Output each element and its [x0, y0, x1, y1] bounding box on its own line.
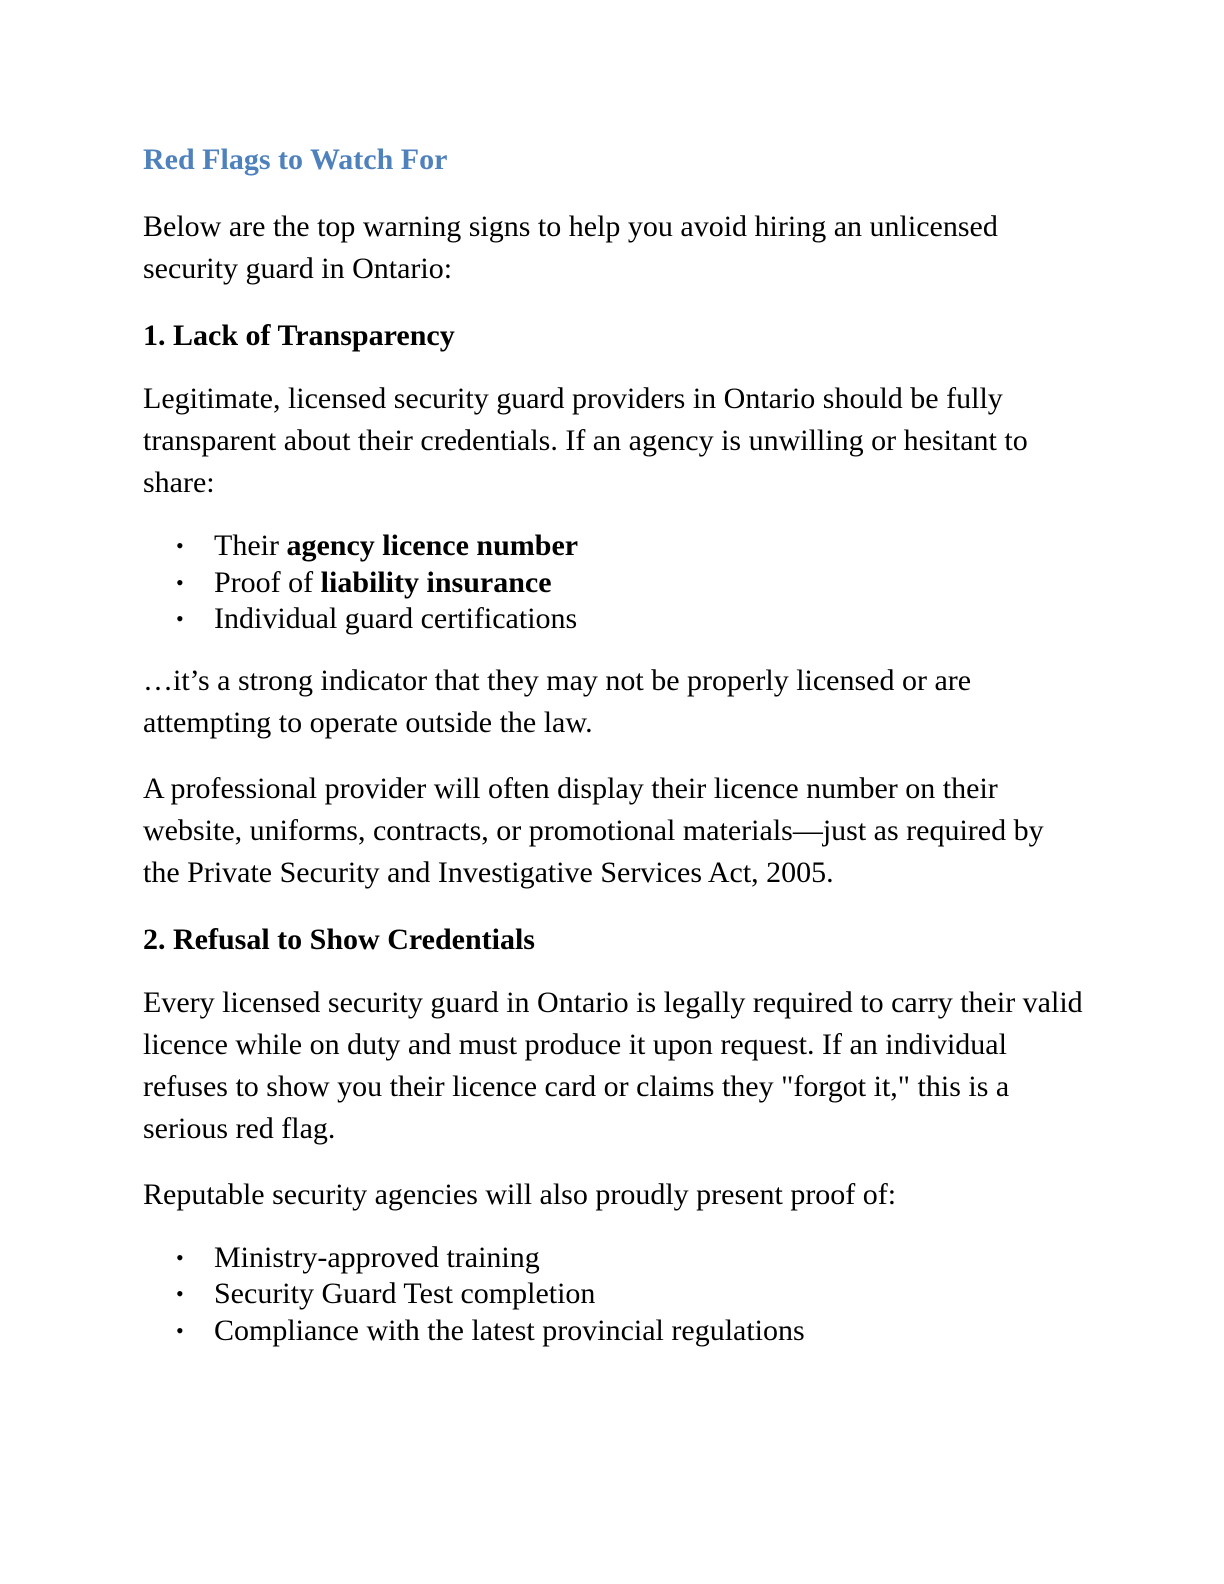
list-item-text: Security Guard Test completion	[214, 1277, 596, 1310]
list-item	[143, 1276, 1083, 1313]
section-1-list	[143, 528, 1083, 638]
bullet-icon: •	[176, 533, 184, 558]
section-2-list	[143, 1240, 1083, 1350]
section-2-heading: 2. Refusal to Show Credentials	[143, 922, 535, 956]
section-2-paragraph-2: Reputable security agencies will also proudly present proof of:	[143, 1177, 897, 1211]
intro-paragraph: Below are the top warning signs to help you avoid hiring an unlicensed security guard in Ontario:	[143, 210, 998, 285]
section-1-paragraph-2: …it’s a strong indicator that they may not be properly licensed or are attempting to operate outside the law.	[143, 663, 972, 739]
section-1-paragraph-1: Legitimate, licensed security guard providers in Ontario should be fully transparent about their credentials. If an agency is unwilling or hesitant to share:	[143, 382, 1028, 499]
list-item	[143, 528, 1083, 565]
section-1-paragraph-3: A professional provider will often display their licence number on their website, uniforms, contracts, or promotional materials—just as required by the Private Security and Investigative Services Act, 2005.	[143, 771, 1044, 889]
bullet-icon: •	[176, 1317, 184, 1343]
bullet-icon: •	[176, 606, 184, 631]
list-item-text: Compliance with the latest provincial regulations	[214, 1313, 805, 1347]
document-title: Red Flags to Watch For	[143, 143, 448, 176]
bullet-icon: •	[176, 1281, 184, 1306]
list-item	[143, 1313, 1083, 1350]
list-item-bold-text: agency licence number	[286, 529, 579, 562]
list-item	[143, 1240, 1083, 1277]
section-1-heading: 1. Lack of Transparency	[143, 319, 455, 352]
list-item-bold-text: liability insurance	[320, 565, 552, 599]
list-item	[143, 601, 1083, 638]
list-item-text: Proof of	[214, 565, 321, 599]
bullet-icon: •	[176, 569, 184, 595]
list-item	[143, 565, 1083, 602]
list-item-text: Individual guard certifications	[214, 602, 578, 635]
list-item-text: Ministry-approved training	[214, 1240, 540, 1274]
list-item-text: Their	[214, 529, 287, 562]
section-2-paragraph-1: Every licensed security guard in Ontario is legally required to carry their valid licence while on duty and must produce it upon request. If an individual refuses to show you their licence card or claims they "forgot it," this is a serious red flag.	[143, 985, 1083, 1145]
document-page	[143, 138, 1083, 1371]
bullet-icon: •	[176, 1244, 184, 1270]
